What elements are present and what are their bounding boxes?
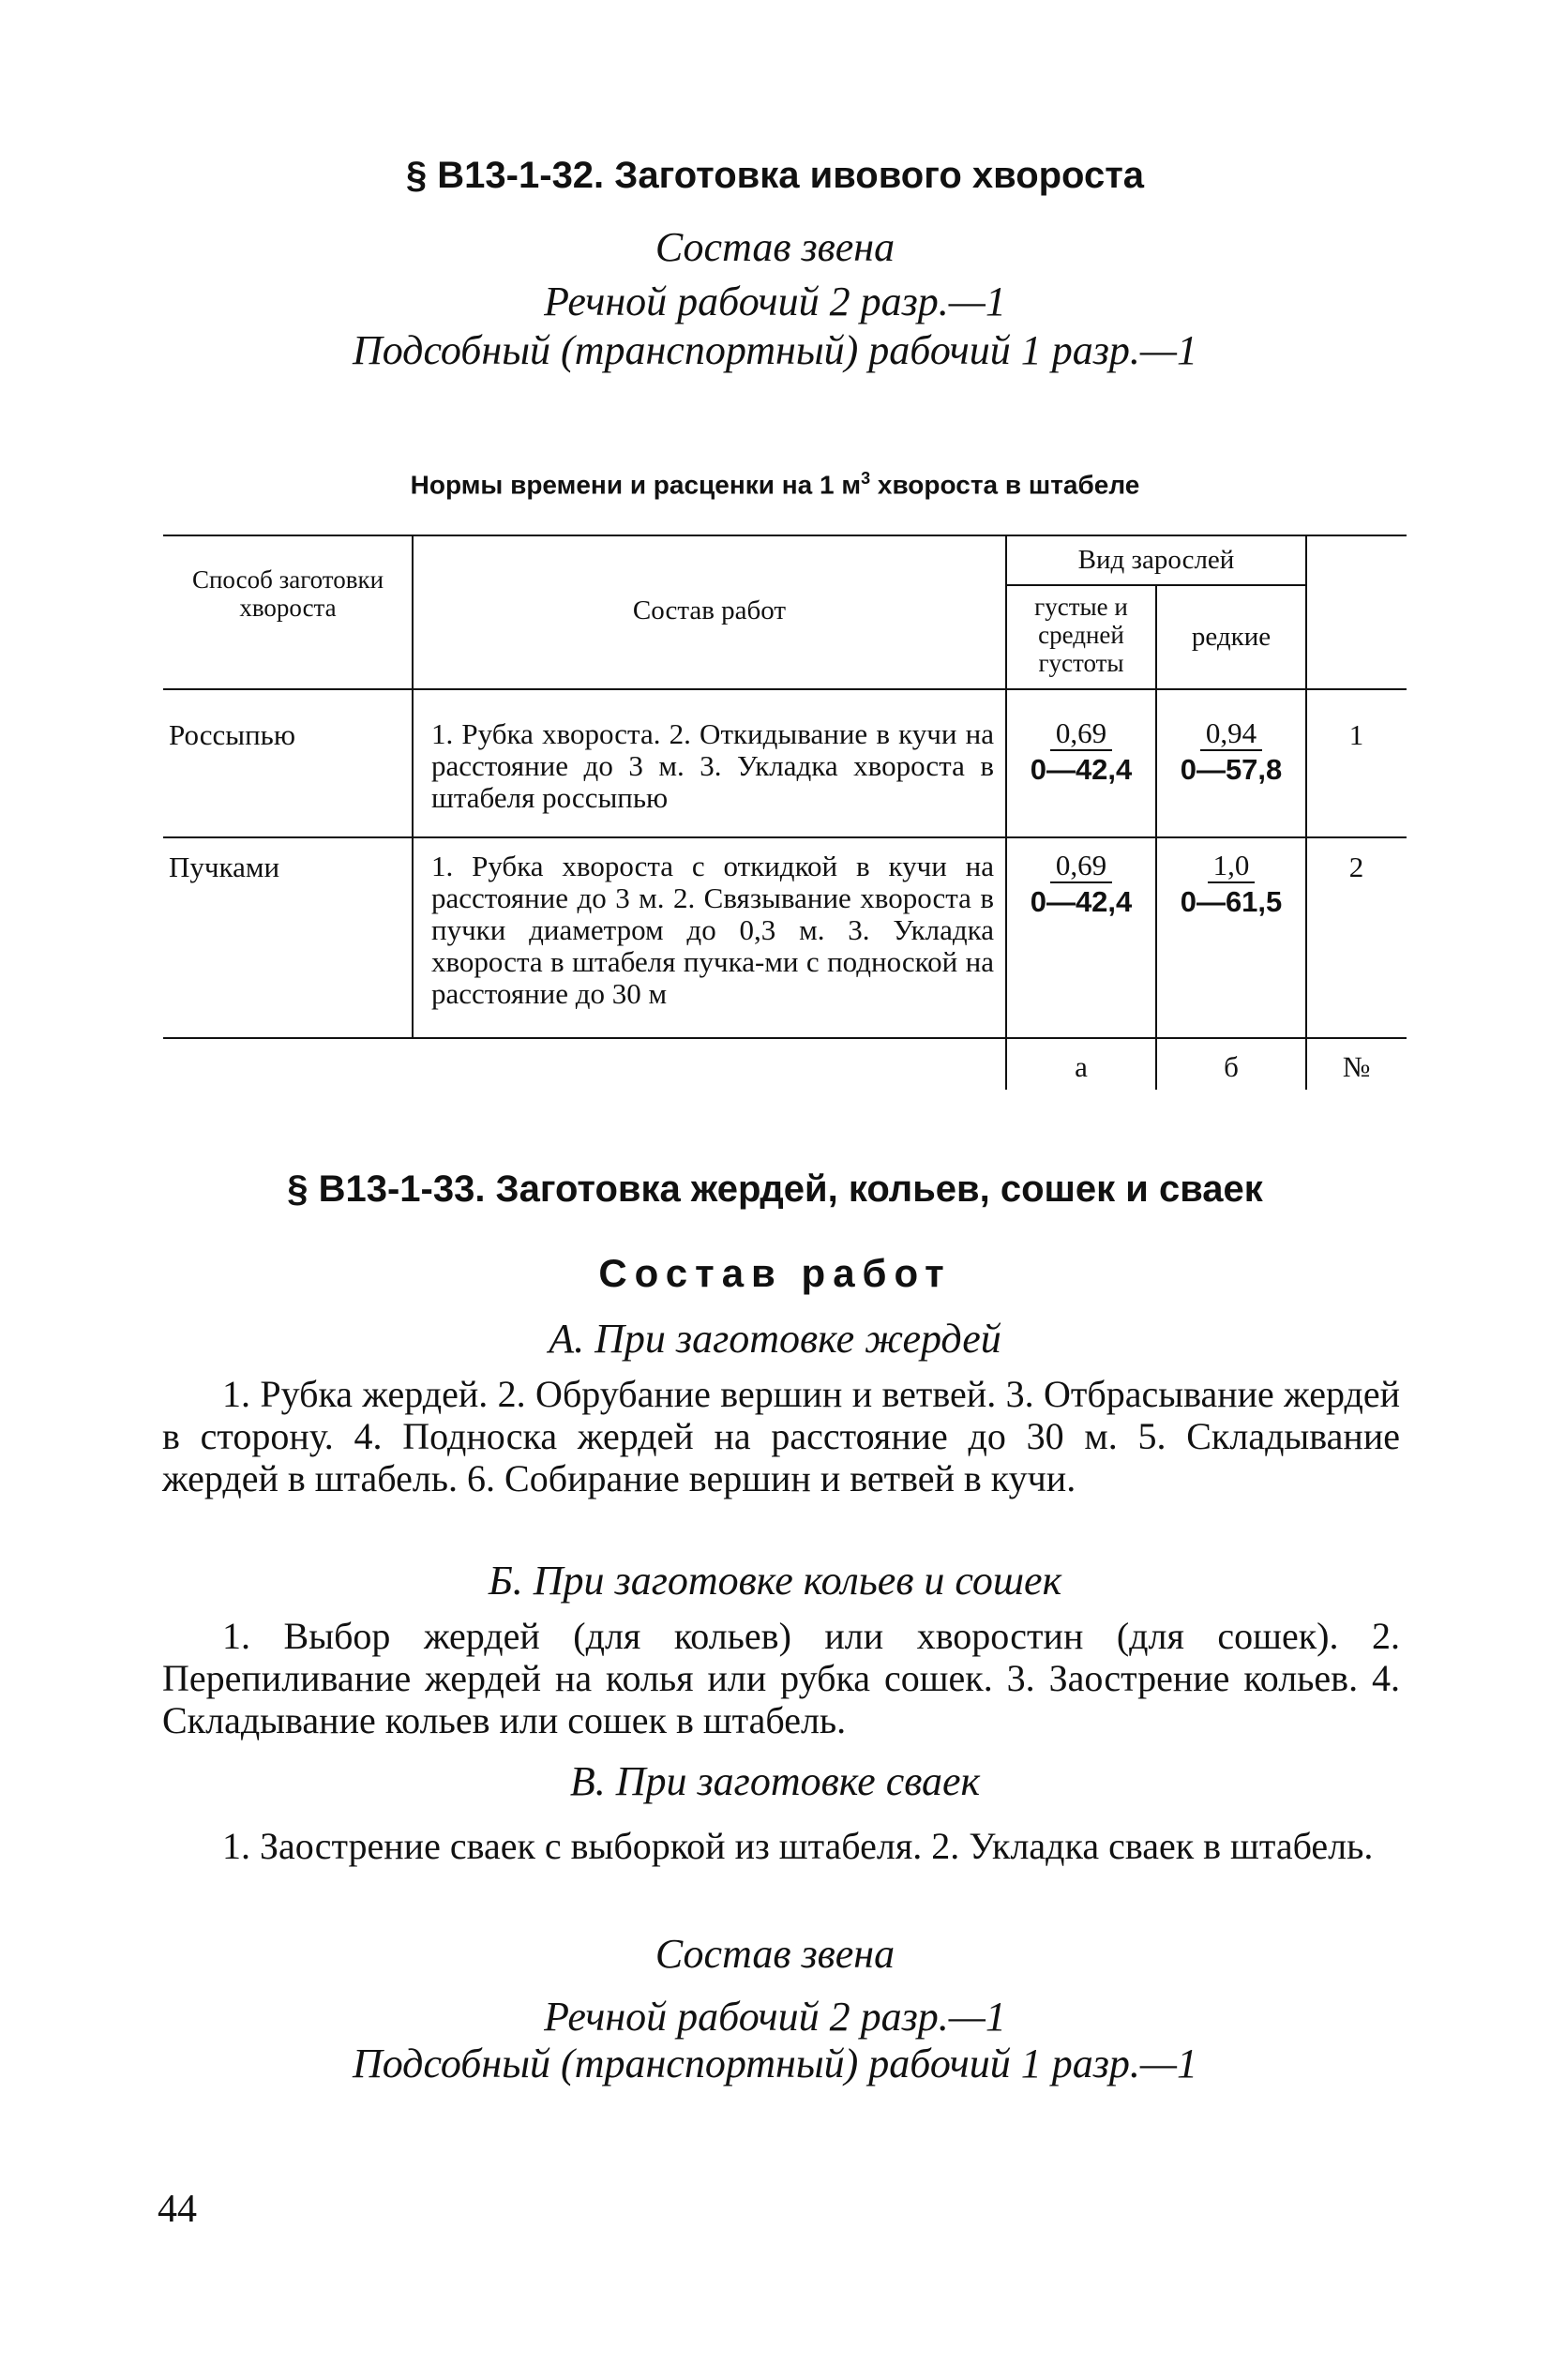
section-title-b13-1-33: § B13-1-33. Заготовка жердей, кольев, сошек и сваек (287, 1168, 1263, 1210)
crew-line-2-1: Речной рабочий 2 разр.—1 (544, 1994, 1006, 2040)
row2-sparse-value: $\frac{1,0}{0—61,5}$ (1180, 849, 1283, 918)
subheading-a: А. При заготовке жердей (549, 1316, 1001, 1362)
col-header-work: Состав работ (632, 595, 787, 625)
work-heading: Состав работ (598, 1251, 952, 1295)
col-header-dense: густые и средней густоты (1034, 593, 1128, 677)
col-header-kind: Вид зарослей (1077, 545, 1235, 575)
row1-method: Россыпью (169, 718, 295, 751)
crew-line-1-2: Подсобный (транспортный) рабочий 1 разр.—1 (352, 327, 1197, 373)
col-header-method: Способ заготовки хвороста (191, 565, 384, 622)
row1-dense-value: $\frac{0,69}{0—42,4}$ (1030, 716, 1133, 786)
footer-b: б (1224, 1050, 1239, 1083)
col-header-sparse: редкие (1191, 622, 1272, 652)
crew-line-2-2: Подсобный (транспортный) рабочий 1 разр.—1 (352, 2041, 1197, 2086)
footer-a: а (1075, 1050, 1088, 1083)
crew-heading-1: Состав звена (655, 224, 895, 270)
paragraph-a: 1. Рубка жердей. 2. Обрубание вершин и ветвей. 3. Отбрасывание жердей в сторону. 4. Подноска жердей на расстояние до 30 м. 5. Складывание жердей в штабель. 6. Собирание вершин и ветвей в кучи. (162, 1373, 1400, 1499)
row1-work: 1. Рубка хвороста. 2. Откидывание в кучи на расстояние до 3 м. 3. Укладка хвороста в штабеля россыпью (431, 717, 994, 814)
subheading-b: Б. При заготовке кольев и сошек (488, 1558, 1062, 1604)
footer-no: № (1342, 1050, 1371, 1083)
row2-method: Пучками (169, 851, 280, 883)
page-number: 44 (158, 2188, 197, 2231)
section-title-b13-1-32: § B13-1-32. Заготовка ивового хвороста (405, 155, 1145, 196)
norms-title: Нормы времени и расценки на 1 $м^3$ хвороста в штабеле (410, 469, 1140, 500)
crew-heading-2: Состав звена (655, 1931, 895, 1977)
row2-dense-value: $\frac{0,69}{0—42,4}$ (1030, 849, 1133, 918)
row2-work: 1. Рубка хвороста с откидкой в кучи на расстояние до 3 м. 2. Связывание хвороста в пучки диаметром до 0,3 м. 3. Укладка хвороста в штабеля пучка-ми с подноской на расстояние до 30 м (431, 850, 994, 1010)
row1-number: 1 (1348, 718, 1364, 751)
row2-number: 2 (1348, 851, 1364, 883)
crew-line-1-1: Речной рабочий 2 разр.—1 (544, 279, 1006, 324)
paragraph-c: 1. Заострение сваек с выборкой из штабеля. 2. Укладка сваек в штабель. (222, 1825, 1374, 1867)
row1-sparse-value: $\frac{0,94}{0—57,8}$ (1180, 716, 1283, 786)
paragraph-b: 1. Выбор жердей (для кольев) или хворостин (для сошек). 2. Перепиливание жердей на колья или рубка сошек. 3. Заострение кольев. 4. Складывание кольев или сошек в штабель. (162, 1615, 1400, 1741)
subheading-c: В. При заготовке сваек (569, 1758, 981, 1804)
